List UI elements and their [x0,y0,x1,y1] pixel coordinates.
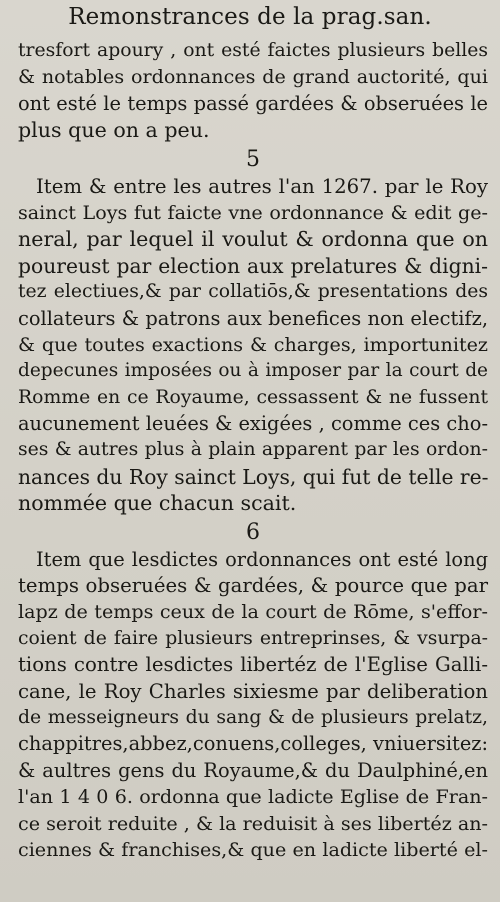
section-number: 6 [246,519,260,545]
text-line: lapz de temps ceux de la court de Rōme, s'effor- [18,600,488,624]
text-line: plus que on a peu. [18,118,210,143]
text-line: tions contre lesdictes libertéz de l'Eglise Galli- [18,653,488,677]
text-line: & aultres gens du Royaume,& du Daulphiné,en [18,758,488,782]
text-line: l'an 1 4 0 6. ordonna que ladicte Eglise de Fran- [18,785,488,809]
text-line: temps obseruées & gardées, & pource que par [18,574,488,598]
section-number: 5 [246,146,260,172]
paragraph-continuation [18,38,488,144]
text-line: poureust par election aux prelatures & digni- [18,253,488,278]
text-line: coient de faire plusieurs entreprinses, & vsurpa- [18,627,488,649]
text-line: neral, par lequel il voulut & ordonna que on [18,227,488,252]
paragraph-article-6 [18,547,488,864]
page-body [18,38,488,863]
text-line: ciennes & franchises,& que en ladicte liberté el- [18,837,488,861]
text-line: tresfort apoury , ont esté faictes plusieurs belles [18,40,488,61]
paragraph-article-5 [18,174,488,517]
text-line: aucunement leuées & exigées , comme ces cho- [18,412,488,436]
text-line: Item & entre les autres l'an 1267. par le Roy [36,174,488,198]
text-line: cane, le Roy Charles sixiesme par deliberation [18,679,488,703]
text-line: nommée que chacun scait. [18,491,297,516]
text-line: & notables ordonnances de grand auctorité, qui [18,65,488,89]
text-line: Romme en ce Royaume, cessassent & ne fussent [18,386,488,408]
text-line: tez electiues,& par collatiōs,& presentations des [18,281,488,303]
text-line: collateurs & patrons aux benefices non electifz, [18,306,488,330]
text-line: sainct Loys fut faicte vne ordonnance & edit ge- [18,200,488,224]
text-line: de messeigneurs du sang & de plusieurs prelatz, [18,706,488,728]
text-line: ont esté le temps passé gardées & obseruées le [18,91,488,115]
running-head: Remonstrances de la prag.san. [68,4,432,30]
text-line: ce seroit reduite , & la reduisit à ses libertéz an- [18,811,488,835]
text-line: Item que lesdictes ordonnances ont esté long [36,547,488,571]
text-line: chappitres,abbez,conuens,colleges, vniuersitez: [18,732,489,756]
text-line: ses & autres plus à plain apparent par les ordon- [18,439,488,461]
text-line: nances du Roy sainct Loys, qui fut de telle re- [18,464,489,489]
text-line: depecunes imposées ou à imposer par la court de [18,360,488,382]
text-line: & que toutes exactions & charges, importunitez [18,332,488,356]
